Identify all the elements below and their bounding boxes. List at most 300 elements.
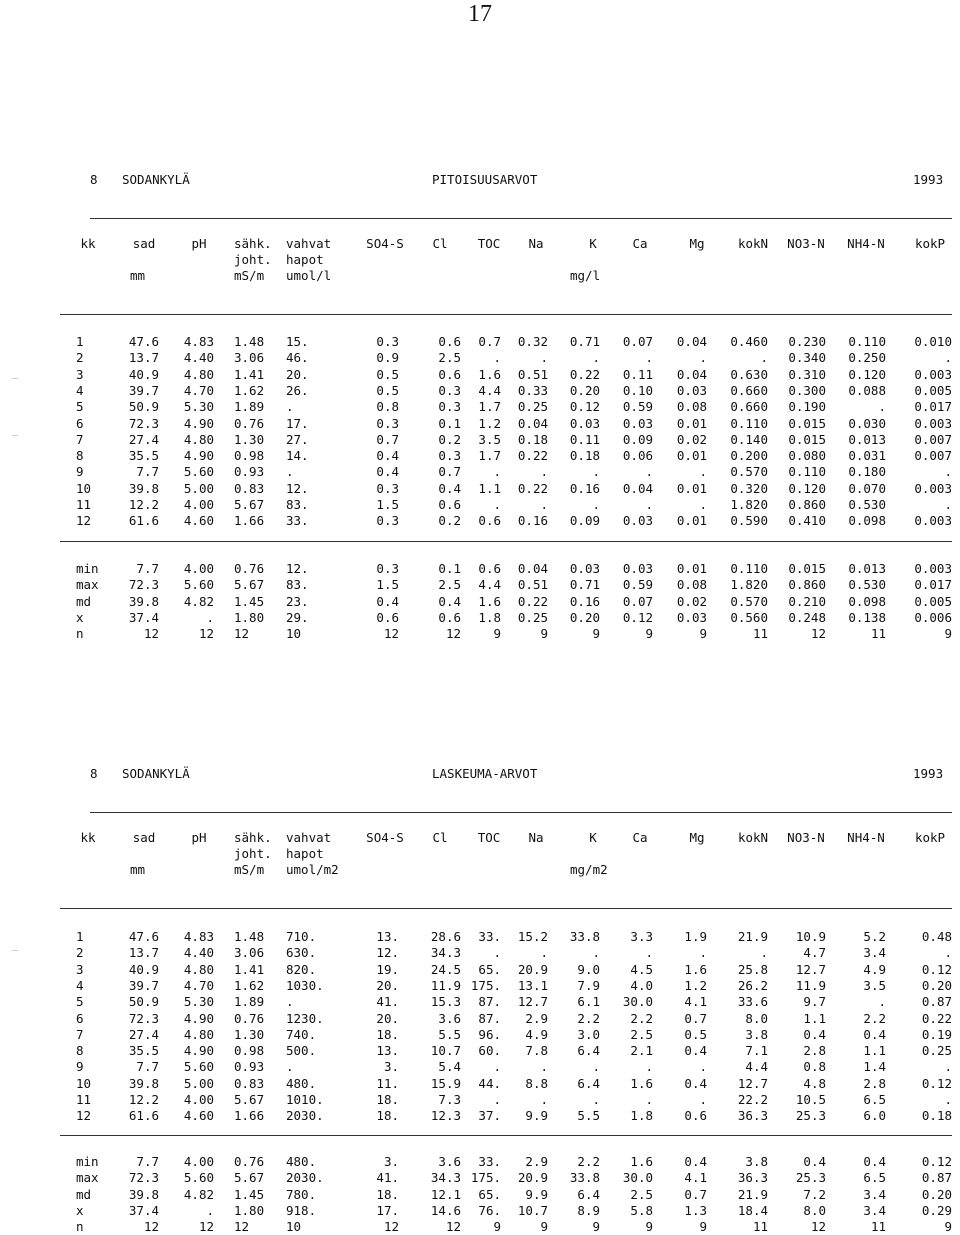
value-cell: 87. xyxy=(478,1011,501,1026)
value-cell: 0.3 xyxy=(438,448,461,463)
column-header: Ca xyxy=(632,236,648,251)
value-cell: 2.8 xyxy=(803,1043,826,1058)
station-name: SODANKYLÄ xyxy=(122,172,190,187)
stat-value: 1.45 xyxy=(234,1187,265,1202)
stat-value: 0.017 xyxy=(914,577,952,592)
month-cell: 3 xyxy=(76,962,84,977)
value-cell: 83. xyxy=(286,497,309,512)
value-cell: 710. xyxy=(286,929,317,944)
value-cell: 0.12 xyxy=(569,399,600,414)
column-header: TOC xyxy=(477,236,501,251)
value-cell: 27.4 xyxy=(128,432,159,447)
stat-value: 10 xyxy=(286,626,302,641)
section-header xyxy=(0,766,960,782)
value-cell: . xyxy=(645,350,653,365)
value-cell: 1.2 xyxy=(684,978,707,993)
unit-label: mm xyxy=(130,862,146,877)
value-cell: 4.80 xyxy=(183,1027,214,1042)
value-cell: 0.180 xyxy=(848,464,886,479)
value-cell: 39.8 xyxy=(128,1076,159,1091)
value-cell: 0.3 xyxy=(376,334,399,349)
column-header: Mg xyxy=(689,236,705,251)
value-cell: 0.9 xyxy=(376,350,399,365)
stat-value: 0.76 xyxy=(234,1154,265,1169)
value-cell: 7.9 xyxy=(577,978,600,993)
value-cell: 21.9 xyxy=(737,929,768,944)
value-cell: 0.410 xyxy=(788,513,826,528)
stat-value: 1.6 xyxy=(630,1154,653,1169)
stat-value: 0.04 xyxy=(517,561,548,576)
value-cell: . xyxy=(592,497,600,512)
stat-value: 1.6 xyxy=(478,594,501,609)
column-header: Cl xyxy=(432,236,448,251)
value-cell: 0.4 xyxy=(684,1076,707,1091)
value-cell: 20. xyxy=(376,978,399,993)
value-cell: 0.460 xyxy=(730,334,768,349)
stat-value: 21.9 xyxy=(737,1187,768,1202)
value-cell: 60. xyxy=(478,1043,501,1058)
stat-value: 9 xyxy=(645,1219,653,1234)
value-cell: 1.62 xyxy=(234,978,265,993)
station-number: 8 xyxy=(90,766,98,781)
month-cell: 9 xyxy=(76,1059,84,1074)
stat-value: 7.2 xyxy=(803,1187,826,1202)
value-cell: 0.22 xyxy=(921,1011,952,1026)
stat-value: 0.006 xyxy=(914,610,952,625)
stat-value: 0.20 xyxy=(921,1187,952,1202)
column-header: NO3-N xyxy=(787,830,825,845)
column-header: kokN xyxy=(737,236,769,251)
value-cell: 5.4 xyxy=(438,1059,461,1074)
stat-value: 1.45 xyxy=(234,594,265,609)
value-cell: 0.51 xyxy=(517,367,548,382)
column-header: K xyxy=(589,236,597,251)
value-cell: 740. xyxy=(286,1027,317,1042)
stat-value: 5.67 xyxy=(234,577,265,592)
stat-value: 0.12 xyxy=(622,610,653,625)
value-cell: 34.3 xyxy=(430,945,461,960)
table-title: LASKEUMA-ARVOT xyxy=(432,766,538,781)
stat-label: min xyxy=(76,1154,99,1169)
value-cell: 0.300 xyxy=(788,383,826,398)
column-header: TOC xyxy=(477,830,501,845)
value-cell: 1.6 xyxy=(684,962,707,977)
unit-label: mg/l xyxy=(570,268,601,283)
stat-value: 0.4 xyxy=(684,1154,707,1169)
column-header: SO4-S xyxy=(366,830,404,845)
value-cell: 0.10 xyxy=(622,383,653,398)
value-cell: 0.007 xyxy=(914,448,952,463)
value-cell: 1.89 xyxy=(234,994,265,1009)
value-cell: 4.83 xyxy=(183,334,214,349)
value-cell: . xyxy=(944,464,952,479)
stat-value: 18. xyxy=(376,1187,399,1202)
value-cell: 0.18 xyxy=(569,448,600,463)
stat-value: 480. xyxy=(286,1154,317,1169)
stat-value: 83. xyxy=(286,577,309,592)
value-cell: 0.09 xyxy=(622,432,653,447)
value-cell: 0.120 xyxy=(788,481,826,496)
value-cell: 72.3 xyxy=(128,1011,159,1026)
value-cell: 500. xyxy=(286,1043,317,1058)
value-cell: 27. xyxy=(286,432,309,447)
value-cell: 0.08 xyxy=(676,399,707,414)
value-cell: 61.6 xyxy=(128,1108,159,1123)
value-cell: 4.9 xyxy=(525,1027,548,1042)
stat-value: 0.005 xyxy=(914,594,952,609)
value-cell: 0.87 xyxy=(921,994,952,1009)
value-cell: . xyxy=(760,945,768,960)
stat-value: 2.5 xyxy=(438,577,461,592)
value-cell: 2.2 xyxy=(630,1011,653,1026)
stat-value: 0.570 xyxy=(730,594,768,609)
value-cell: 4.90 xyxy=(183,448,214,463)
value-cell: 35.5 xyxy=(128,1043,159,1058)
stat-value: 0.16 xyxy=(569,594,600,609)
value-cell: 9.7 xyxy=(803,994,826,1009)
value-cell: 27.4 xyxy=(128,1027,159,1042)
value-cell: 12. xyxy=(376,945,399,960)
month-cell: 10 xyxy=(76,1076,92,1091)
value-cell: 7.8 xyxy=(525,1043,548,1058)
column-header: kokP xyxy=(914,830,946,845)
stat-value: 36.3 xyxy=(737,1170,768,1185)
value-cell: 1.89 xyxy=(234,399,265,414)
value-cell: 0.2 xyxy=(438,432,461,447)
value-cell: 4.70 xyxy=(183,978,214,993)
stat-value: 0.02 xyxy=(676,594,707,609)
stat-value: 9.9 xyxy=(525,1187,548,1202)
value-cell: 8.8 xyxy=(525,1076,548,1091)
stat-value: 18.4 xyxy=(737,1203,768,1218)
value-cell: . xyxy=(540,945,548,960)
value-cell: 20. xyxy=(376,1011,399,1026)
stat-value: . xyxy=(206,610,214,625)
value-cell: 0.110 xyxy=(788,464,826,479)
stat-value: 918. xyxy=(286,1203,317,1218)
stat-value: 0.03 xyxy=(569,561,600,576)
value-cell: 0.04 xyxy=(622,481,653,496)
stat-label: max xyxy=(76,1170,99,1185)
value-cell: 0.005 xyxy=(914,383,952,398)
value-cell: 18. xyxy=(376,1027,399,1042)
stat-value: 17. xyxy=(376,1203,399,1218)
value-cell: 0.3 xyxy=(376,481,399,496)
value-cell: 44. xyxy=(478,1076,501,1091)
value-cell: 0.080 xyxy=(788,448,826,463)
value-cell: . xyxy=(944,350,952,365)
stat-value: 4.1 xyxy=(684,1170,707,1185)
stat-value: 12 xyxy=(810,1219,826,1234)
value-cell: 0.1 xyxy=(438,416,461,431)
stat-label: n xyxy=(76,1219,84,1234)
value-cell: 1.62 xyxy=(234,383,265,398)
value-cell: 0.6 xyxy=(684,1108,707,1123)
value-cell: 33.8 xyxy=(569,929,600,944)
value-cell: . xyxy=(944,1059,952,1074)
stat-value: 0.530 xyxy=(848,577,886,592)
value-cell: 0.22 xyxy=(517,481,548,496)
stat-value: 3.4 xyxy=(863,1187,886,1202)
value-cell: 4.00 xyxy=(183,1092,214,1107)
stat-value: 0.03 xyxy=(676,610,707,625)
value-cell: 4.40 xyxy=(183,945,214,960)
station-name: SODANKYLÄ xyxy=(122,766,190,781)
value-cell: 46. xyxy=(286,350,309,365)
value-cell: 1.1 xyxy=(863,1043,886,1058)
stat-value: 12 xyxy=(445,626,461,641)
value-cell: 0.530 xyxy=(848,497,886,512)
value-cell: 4.9 xyxy=(863,962,886,977)
value-cell: 1.7 xyxy=(478,399,501,414)
column-header: Ca xyxy=(632,830,648,845)
value-cell: 12.2 xyxy=(128,1092,159,1107)
column-header: Na xyxy=(528,830,544,845)
column-header: NO3-N xyxy=(787,236,825,251)
value-cell: 0.015 xyxy=(788,416,826,431)
value-cell: . xyxy=(286,1059,294,1074)
value-cell: 1.4 xyxy=(863,1059,886,1074)
value-cell: . xyxy=(592,464,600,479)
value-cell: 9.9 xyxy=(525,1108,548,1123)
value-cell: 0.03 xyxy=(676,383,707,398)
stat-value: 0.3 xyxy=(376,561,399,576)
value-cell: 0.07 xyxy=(622,334,653,349)
stat-label: x xyxy=(76,1203,84,1218)
stat-value: 6.5 xyxy=(863,1170,886,1185)
value-cell: 0.110 xyxy=(730,416,768,431)
value-cell: 1230. xyxy=(286,1011,324,1026)
value-cell: 9.0 xyxy=(577,962,600,977)
stat-label: md xyxy=(76,1187,92,1202)
value-cell: 11. xyxy=(376,1076,399,1091)
month-cell: 11 xyxy=(76,1092,92,1107)
value-cell: 8.0 xyxy=(745,1011,768,1026)
value-cell: . xyxy=(944,1092,952,1107)
value-cell: 0.007 xyxy=(914,432,952,447)
value-cell: 4.5 xyxy=(630,962,653,977)
value-cell: 0.070 xyxy=(848,481,886,496)
value-cell: 4.1 xyxy=(684,994,707,1009)
value-cell: 0.4 xyxy=(684,1043,707,1058)
value-cell: 1.9 xyxy=(684,929,707,944)
value-cell: 5.2 xyxy=(863,929,886,944)
year: 1993 xyxy=(913,766,944,781)
value-cell: . xyxy=(699,497,707,512)
stat-value: 0.6 xyxy=(438,610,461,625)
stat-value: 14.6 xyxy=(430,1203,461,1218)
stat-value: 175. xyxy=(470,1170,501,1185)
value-cell: . xyxy=(878,994,886,1009)
stat-value: 33.8 xyxy=(569,1170,600,1185)
value-cell: 0.250 xyxy=(848,350,886,365)
value-cell: 5.30 xyxy=(183,994,214,1009)
month-cell: 4 xyxy=(76,383,84,398)
value-cell: 0.590 xyxy=(730,513,768,528)
column-header: NH4-N xyxy=(847,236,885,251)
value-cell: 0.5 xyxy=(376,383,399,398)
value-cell: 26. xyxy=(286,383,309,398)
stat-value: 3.6 xyxy=(438,1154,461,1169)
month-cell: 12 xyxy=(76,513,92,528)
value-cell: 0.76 xyxy=(234,416,265,431)
value-cell: 4.4 xyxy=(478,383,501,398)
value-cell: 0.03 xyxy=(622,513,653,528)
value-cell: 0.140 xyxy=(730,432,768,447)
stat-value: 12 xyxy=(143,1219,159,1234)
value-cell: 39.7 xyxy=(128,978,159,993)
value-cell: 0.6 xyxy=(478,513,501,528)
stat-value: 0.110 xyxy=(730,561,768,576)
value-cell: . xyxy=(699,1059,707,1074)
unit-label: umol/l xyxy=(286,268,332,283)
column-header: kokP xyxy=(914,236,946,251)
stat-value: 37.4 xyxy=(128,610,159,625)
scan-mark xyxy=(12,378,18,379)
value-cell: 820. xyxy=(286,962,317,977)
stat-value: 0.22 xyxy=(517,594,548,609)
value-cell: 0.630 xyxy=(730,367,768,382)
value-cell: . xyxy=(286,994,294,1009)
month-cell: 9 xyxy=(76,464,84,479)
value-cell: 0.4 xyxy=(438,481,461,496)
value-cell: 0.20 xyxy=(569,383,600,398)
value-cell: 0.5 xyxy=(376,367,399,382)
stat-value: 5.67 xyxy=(234,1170,265,1185)
stat-value: 65. xyxy=(478,1187,501,1202)
value-cell: 0.6 xyxy=(438,497,461,512)
value-cell: 0.015 xyxy=(788,432,826,447)
value-cell: 0.98 xyxy=(234,448,265,463)
stat-value: . xyxy=(206,1203,214,1218)
value-cell: . xyxy=(493,945,501,960)
column-header: vahvat xyxy=(286,830,332,845)
value-cell: 0.3 xyxy=(376,513,399,528)
value-cell: 3.8 xyxy=(745,1027,768,1042)
unit-label: mS/m xyxy=(234,862,265,877)
stat-value: 10 xyxy=(286,1219,302,1234)
value-cell: 2030. xyxy=(286,1108,324,1123)
value-cell: 0.8 xyxy=(803,1059,826,1074)
value-cell: 24.5 xyxy=(430,962,461,977)
value-cell: 1.6 xyxy=(630,1076,653,1091)
value-cell: 0.7 xyxy=(478,334,501,349)
value-cell: 0.09 xyxy=(569,513,600,528)
value-cell: 39.7 xyxy=(128,383,159,398)
value-cell: . xyxy=(540,1092,548,1107)
value-cell: 0.8 xyxy=(376,399,399,414)
value-cell: 6.0 xyxy=(863,1108,886,1123)
value-cell: 15. xyxy=(286,334,309,349)
value-cell: 0.031 xyxy=(848,448,886,463)
value-cell: 4.0 xyxy=(630,978,653,993)
value-cell: 40.9 xyxy=(128,962,159,977)
value-cell: 0.860 xyxy=(788,497,826,512)
stat-value: 10.7 xyxy=(517,1203,548,1218)
month-cell: 8 xyxy=(76,448,84,463)
value-cell: 0.25 xyxy=(517,399,548,414)
value-cell: 2.9 xyxy=(525,1011,548,1026)
value-cell: 1.41 xyxy=(234,367,265,382)
stat-value: 6.4 xyxy=(577,1187,600,1202)
value-cell: 47.6 xyxy=(128,334,159,349)
value-cell: 4.00 xyxy=(183,497,214,512)
value-cell: 0.3 xyxy=(438,399,461,414)
stats-rule xyxy=(60,1135,952,1136)
stat-value: 34.3 xyxy=(430,1170,461,1185)
value-cell: 0.76 xyxy=(234,1011,265,1026)
value-cell: 0.340 xyxy=(788,350,826,365)
value-cell: 3.5 xyxy=(863,978,886,993)
value-cell: 20. xyxy=(286,367,309,382)
value-cell: 0.3 xyxy=(438,383,461,398)
stat-label: min xyxy=(76,561,99,576)
top-rule xyxy=(90,812,952,813)
value-cell: 0.22 xyxy=(569,367,600,382)
stat-label: max xyxy=(76,577,99,592)
stat-value: 0.015 xyxy=(788,561,826,576)
value-cell: 22.2 xyxy=(737,1092,768,1107)
stat-value: 12 xyxy=(198,626,214,641)
value-cell: . xyxy=(540,1059,548,1074)
value-cell: 1.66 xyxy=(234,1108,265,1123)
value-cell: 2.2 xyxy=(863,1011,886,1026)
value-cell: 7.7 xyxy=(136,464,159,479)
unit-label: mg/m2 xyxy=(570,862,608,877)
value-cell: 96. xyxy=(478,1027,501,1042)
stat-value: 3. xyxy=(383,1154,399,1169)
value-cell: 39.8 xyxy=(128,481,159,496)
stat-value: 0.59 xyxy=(622,577,653,592)
stat-value: 39.8 xyxy=(128,1187,159,1202)
value-cell: 0.32 xyxy=(517,334,548,349)
value-cell: 1.6 xyxy=(478,367,501,382)
stat-value: 1.80 xyxy=(234,1203,265,1218)
stat-value: 39.8 xyxy=(128,594,159,609)
value-cell: 7.7 xyxy=(136,1059,159,1074)
value-cell: 25.3 xyxy=(795,1108,826,1123)
value-cell: 0.01 xyxy=(676,481,707,496)
value-cell: 1030. xyxy=(286,978,324,993)
stat-value: 3.4 xyxy=(863,1203,886,1218)
value-cell: 20.9 xyxy=(517,962,548,977)
stat-value: 0.71 xyxy=(569,577,600,592)
month-cell: 5 xyxy=(76,994,84,1009)
month-cell: 1 xyxy=(76,929,84,944)
stat-value: 1.5 xyxy=(376,577,399,592)
value-cell: 1.41 xyxy=(234,962,265,977)
stat-value: 9 xyxy=(493,1219,501,1234)
value-cell: 4.40 xyxy=(183,350,214,365)
stat-value: 9 xyxy=(540,626,548,641)
value-cell: 2.5 xyxy=(630,1027,653,1042)
stat-value: 3.8 xyxy=(745,1154,768,1169)
value-cell: 0.010 xyxy=(914,334,952,349)
value-cell: 7.1 xyxy=(745,1043,768,1058)
value-cell: 1.820 xyxy=(730,497,768,512)
header-rule xyxy=(60,908,952,909)
stat-value: 25.3 xyxy=(795,1170,826,1185)
value-cell: 4.70 xyxy=(183,383,214,398)
value-cell: 480. xyxy=(286,1076,317,1091)
value-cell: 0.02 xyxy=(676,432,707,447)
stat-value: 8.0 xyxy=(803,1203,826,1218)
value-cell: 26.2 xyxy=(737,978,768,993)
value-cell: 4.60 xyxy=(183,1108,214,1123)
value-cell: 4.90 xyxy=(183,416,214,431)
value-cell: 5.5 xyxy=(577,1108,600,1123)
month-cell: 7 xyxy=(76,432,84,447)
